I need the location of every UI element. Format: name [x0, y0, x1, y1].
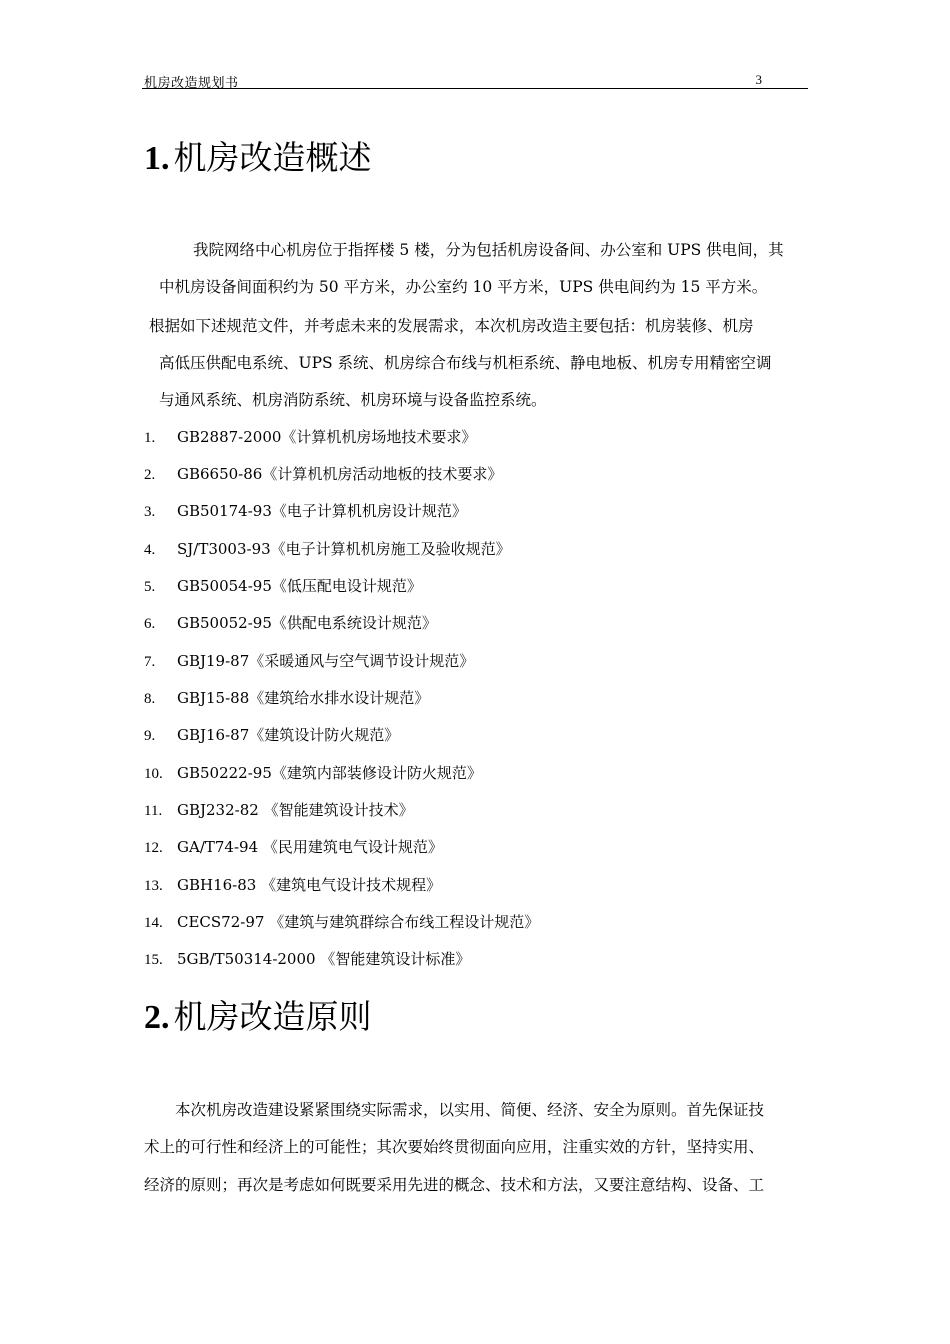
reference-item: 7. GBJ19-87《采暖通风与空气调节设计规范》: [144, 652, 475, 670]
section-2-heading: [144, 997, 372, 1038]
reference-item: 6. GB50052-95《供配电系统设计规范》: [144, 614, 437, 632]
section-1-number: 1.: [144, 140, 170, 177]
section-2-title: 机房改造原则: [173, 997, 372, 1036]
reference-item: 13. GBH16-83 《建筑电气设计技术规程》: [144, 876, 442, 894]
section-1-title: 机房改造概述: [173, 138, 372, 177]
section-2-number: 2.: [144, 999, 170, 1036]
reference-item: 4. SJ/T3003-93《电子计算机机房施工及验收规范》: [144, 540, 511, 558]
reference-item: 9. GBJ16-87《建筑设计防火规范》: [144, 726, 400, 744]
section-2-para-line: 本次机房改造建设紧紧围绕实际需求，以实用、简便、经济、安全为原则。首先保证技: [175, 1101, 765, 1119]
section-1-para-line: 根据如下述规范文件，并考虑未来的发展需求，本次机房改造主要包括：机房装修、机房: [149, 317, 754, 335]
reference-item: 3. GB50174-93《电子计算机机房设计规范》: [144, 502, 467, 520]
section-1-heading: [144, 138, 372, 179]
reference-item: 8. GBJ15-88《建筑给水排水设计规范》: [144, 689, 430, 707]
reference-item: 2. GB6650-86《计算机机房活动地板的技术要求》: [144, 465, 503, 483]
section-2-para-line: 术上的可行性和经济上的可能性；其次要始终贯彻面向应用，注重实效的方针，坚持实用、: [144, 1138, 765, 1156]
reference-item: 15. 5GB/T50314-2000 《智能建筑设计标准》: [144, 950, 471, 968]
section-1-para-line: 中机房设备间面积约为 50 平方米，办公室约 10 平方米，UPS 供电间约为 15 平方米。: [159, 278, 768, 296]
reference-item: 1. GB2887-2000《计算机机房场地技术要求》: [144, 428, 477, 446]
reference-item: 11. GBJ232-82 《智能建筑设计技术》: [144, 801, 414, 819]
section-1-para-line: 与通风系统、机房消防系统、机房环境与设备监控系统。: [159, 391, 547, 409]
section-2-para-line: 经济的原则；再次是考虑如何既要采用先进的概念、技术和方法，又要注意结构、设备、工: [144, 1176, 765, 1194]
reference-item: 5. GB50054-95《低压配电设计规范》: [144, 577, 422, 595]
page-number: 3: [755, 72, 762, 87]
section-1-para-line: 高低压供配电系统、UPS 系统、机房综合布线与机柜系统、静电地板、机房专用精密空调: [159, 354, 772, 372]
reference-item: 12. GA/T74-94 《民用建筑电气设计规范》: [144, 838, 443, 856]
reference-item: 14. CECS72-97 《建筑与建筑群综合布线工程设计规范》: [144, 913, 540, 931]
page-header: [142, 70, 808, 89]
document-title: 机房改造规划书: [144, 76, 239, 91]
reference-item: 10. GB50222-95《建筑内部装修设计防火规范》: [144, 764, 482, 782]
section-1-para-line: 我院网络中心机房位于指挥楼 5 楼，分为包括机房设备间、办公室和 UPS 供电间，其: [193, 241, 784, 259]
